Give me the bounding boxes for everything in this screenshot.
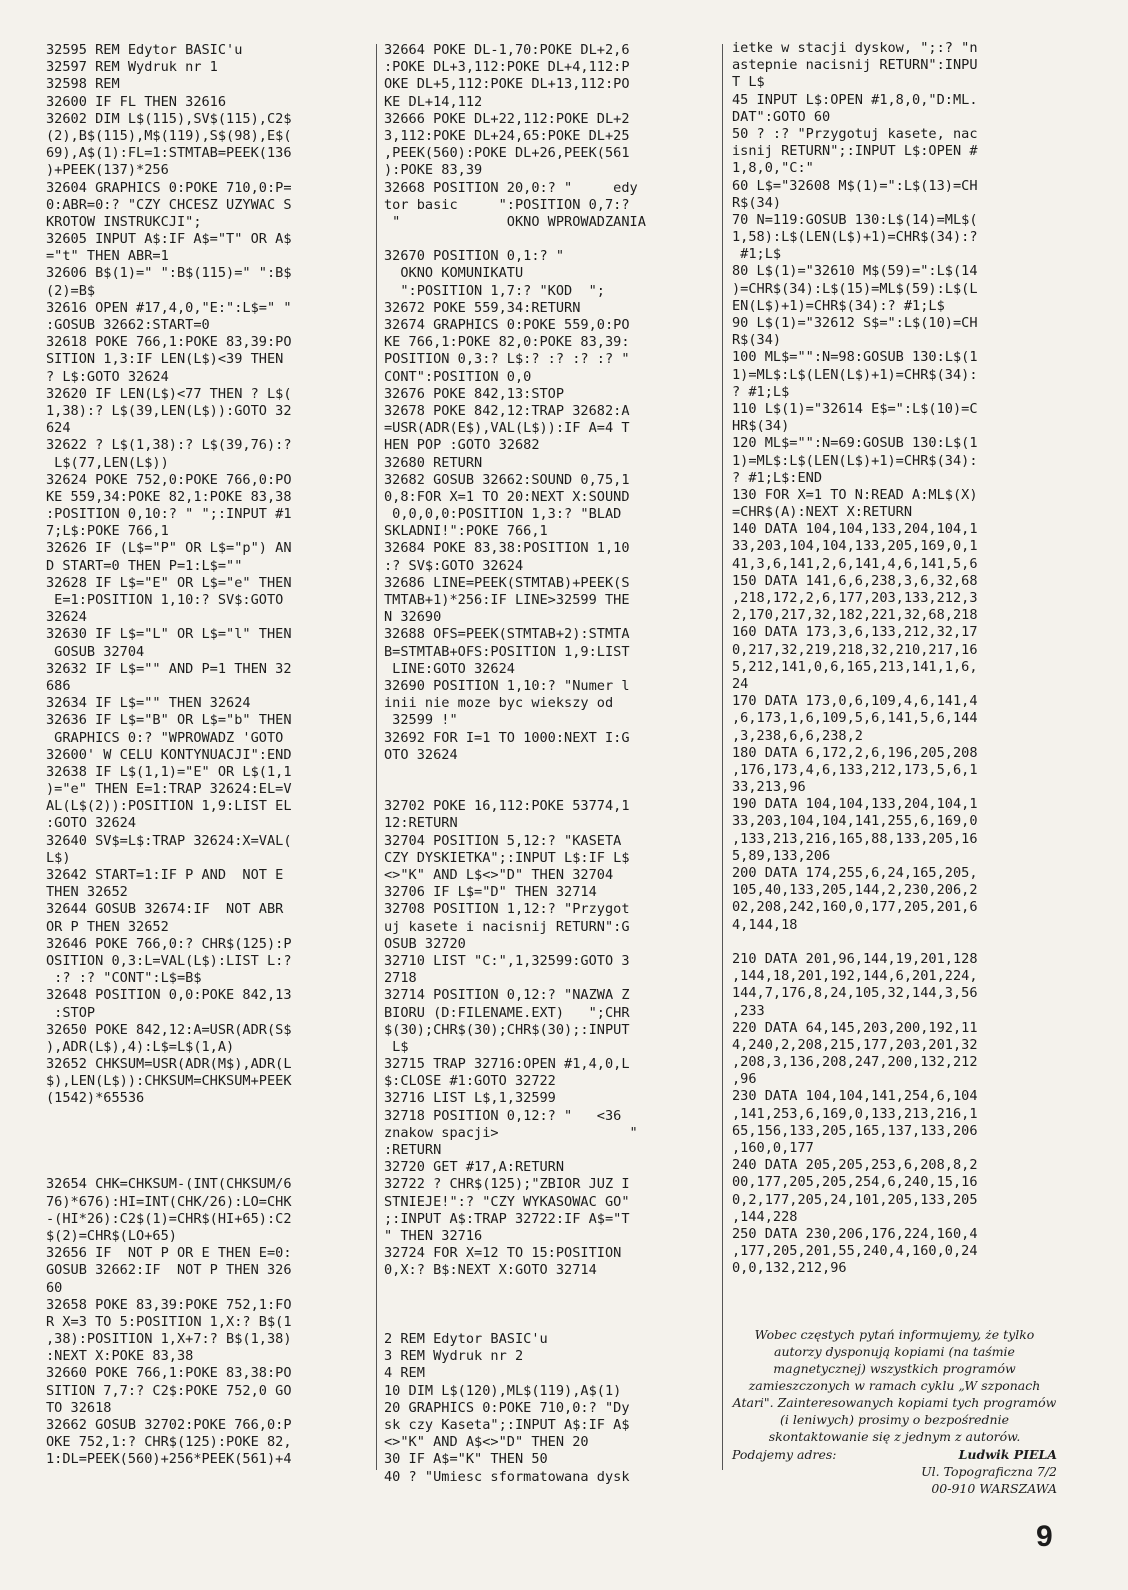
code-line: B=STMTAB+OFS:POSITION 1,9:LIST bbox=[384, 643, 630, 660]
code-line: 12:RETURN bbox=[384, 815, 458, 832]
code-line: N 32690 bbox=[384, 609, 442, 626]
code-line: znakow spacji> " bbox=[384, 1124, 638, 1141]
code-line: 32638 IF L$(1,1)="E" OR L$(1,1 bbox=[46, 763, 292, 780]
code-line: STNIEJE!":? "CZY WYKASOWAC GO" bbox=[384, 1193, 630, 1210]
code-line: SITION 1,3:IF LEN(L$)<39 THEN bbox=[46, 351, 284, 368]
code-line: 32604 GRAPHICS 0:POKE 710,0:P= bbox=[46, 179, 292, 196]
code-line: 32658 POKE 83,39:POKE 752,1:FO bbox=[46, 1296, 292, 1313]
code-line: inii nie moze byc wiekszy od bbox=[384, 695, 614, 712]
author-name: Ludwik PIELA bbox=[958, 1447, 1057, 1462]
code-line: 32654 CHK=CHKSUM-(INT(CHKSUM/6 bbox=[46, 1176, 292, 1193]
code-line: :RETURN bbox=[384, 1142, 442, 1158]
code-line: 32704 POSITION 5,12:? "KASETA bbox=[384, 832, 622, 849]
code-line: 220 DATA 64,145,203,200,192,11 bbox=[732, 1019, 978, 1036]
code-line: 32660 POKE 766,1:POKE 83,38:PO bbox=[46, 1365, 292, 1382]
code-line: 32686 LINE=PEEK(STMTAB)+PEEK(S bbox=[384, 574, 630, 591]
code-line: isnij RETURN";:INPUT L$:OPEN # bbox=[732, 143, 978, 160]
code-line: $),LEN(L$)):CHKSUM=CHKSUM+PEEK bbox=[46, 1073, 292, 1090]
code-line: 32597 REM Wydruk nr 1 bbox=[46, 59, 218, 76]
code-line: ? #1;L$:END bbox=[732, 469, 823, 486]
code-line: <>"K" AND A$<>"D" THEN 20 bbox=[384, 1434, 589, 1451]
code-line: 32624 POKE 752,0:POKE 766,0:PO bbox=[46, 471, 292, 488]
code-line: POSITION 0,3:? L$:? :? :? :? " bbox=[384, 351, 630, 368]
code-line: 33,213,96 bbox=[732, 779, 806, 796]
code-line: 110 L$(1)="32614 E$=":L$(10)=C bbox=[732, 400, 978, 417]
code-line: 32634 IF L$="" THEN 32624 bbox=[46, 695, 251, 712]
code-line: ,96 bbox=[732, 1071, 757, 1088]
code-line: -(HI*26):C2$(1)=CHR$(HI+65):C2 bbox=[46, 1210, 292, 1227]
code-line: HR$(34) bbox=[732, 418, 790, 435]
code-line: ,233 bbox=[732, 1002, 765, 1019]
code-line: ),ADR(L$),4):L$=L$(1,A) bbox=[46, 1038, 235, 1055]
code-line: OKNO KOMUNIKATU bbox=[384, 265, 524, 282]
code-line: 32598 REM bbox=[46, 76, 120, 93]
code-line: 69),A$(1):FL=1:STMTAB=PEEK(136 bbox=[46, 145, 292, 162]
code-line: $(2)=CHR$(LO+65) bbox=[46, 1227, 177, 1244]
code-line: EN(L$)+1)=CHR$(34):? #1;L$ bbox=[732, 297, 945, 314]
code-line: 32648 POSITION 0,0:POKE 842,13 bbox=[46, 987, 292, 1004]
address-street: Ul. Topograficzna 7/2 bbox=[921, 1464, 1057, 1479]
code-line: " OKNO WPROWADZANIA bbox=[384, 213, 646, 230]
code-line: R X=3 TO 5:POSITION 1,X:? B$(1 bbox=[46, 1313, 292, 1330]
code-line: 4 REM bbox=[384, 1365, 425, 1382]
code-line: 32668 POSITION 20,0:? " edy bbox=[384, 179, 638, 196]
code-line: ? #1;L$ bbox=[732, 383, 790, 400]
code-line: L$ bbox=[384, 1038, 409, 1055]
code-line: CZY DYSKIETKA";:INPUT L$:IF L$ bbox=[384, 849, 630, 866]
code-line: 32680 RETURN bbox=[384, 454, 483, 471]
code-line: TMTAB+1)*256:IF LINE>32599 THE bbox=[384, 592, 630, 608]
code-line: 5,212,141,0,6,165,213,141,1,6, bbox=[732, 658, 978, 675]
code-line: 0,0,0,0:POSITION 1,3:? "BLAD bbox=[384, 506, 622, 523]
code-line bbox=[384, 231, 714, 248]
code-line: 5,89,133,206 bbox=[732, 847, 831, 864]
code-line: ;:INPUT A$:TRAP 32722:IF A$="T bbox=[384, 1210, 630, 1227]
code-line: 1:DL=PEEK(560)+256*PEEK(561)+4 bbox=[46, 1451, 292, 1468]
code-line: 1,8,0,"C:" bbox=[732, 160, 814, 177]
code-line: (1542)*65536 bbox=[46, 1090, 145, 1107]
code-line: KE 559,34:POKE 82,1:POKE 83,38 bbox=[46, 488, 292, 505]
code-line: 65,156,133,205,165,137,133,206 bbox=[732, 1122, 978, 1139]
code-line: 2,170,217,32,182,221,32,68,218 bbox=[732, 607, 978, 624]
code-line: KE 766,1:POKE 82,0:POKE 83,39: bbox=[384, 334, 630, 351]
code-line: KE DL+14,112 bbox=[384, 93, 483, 110]
code-line: 0,0,132,212,96 bbox=[732, 1260, 847, 1277]
code-line: 32664 POKE DL-1,70:POKE DL+2,6 bbox=[384, 42, 630, 58]
code-line: TO 32618 bbox=[46, 1399, 112, 1416]
code-line: ,218,172,2,6,177,203,133,212,3 bbox=[732, 590, 978, 606]
code-line: :POKE DL+3,112:POKE DL+4,112:P bbox=[384, 59, 630, 76]
code-line: ,176,173,4,6,133,212,173,5,6,1 bbox=[732, 761, 978, 778]
code-line: 32684 POKE 83,38:POSITION 1,10 bbox=[384, 540, 630, 557]
code-line: :GOTO 32624 bbox=[46, 815, 137, 832]
code-line: ,133,213,216,165,88,133,205,16 bbox=[732, 830, 978, 847]
code-line: 120 ML$="":N=69:GOSUB 130:L$(1 bbox=[732, 435, 978, 452]
code-line: 32630 IF L$="L" OR L$="l" THEN bbox=[46, 626, 292, 643]
code-line: 32595 REM Edytor BASIC'u bbox=[46, 42, 243, 58]
code-line: 32688 OFS=PEEK(STMTAB+2):STMTA bbox=[384, 626, 630, 643]
code-line: GRAPHICS 0:? "WPROWADZ 'GOTO bbox=[46, 729, 284, 746]
code-line: 32656 IF NOT P OR E THEN E=0: bbox=[46, 1245, 292, 1262]
code-line: <>"K" AND L$<>"D" THEN 32704 bbox=[384, 867, 614, 883]
code-line: ":POSITION 1,7:? "KOD "; bbox=[384, 282, 605, 299]
code-line: SKLADNI!":POKE 766,1 bbox=[384, 523, 548, 540]
code-line: :GOSUB 32662:START=0 bbox=[46, 317, 210, 333]
code-line: ,177,205,201,55,240,4,160,0,24 bbox=[732, 1243, 978, 1260]
code-line: 4,240,2,208,215,177,203,201,32 bbox=[732, 1036, 978, 1053]
code-line: =CHR$(A):NEXT X:RETURN bbox=[732, 504, 913, 521]
column-divider bbox=[376, 44, 377, 1470]
code-line: 50 ? :? "Przygotuj kasete, nac bbox=[732, 125, 978, 142]
code-line: uj kasete i nacisnij RETURN":G bbox=[384, 918, 630, 935]
code-line: 210 DATA 201,96,144,19,201,128 bbox=[732, 950, 978, 967]
code-line: 32622 ? L$(1,38):? L$(39,76):? bbox=[46, 437, 292, 454]
code-line: THEN 32652 bbox=[46, 884, 128, 901]
code-line: 32640 SV$=L$:TRAP 32624:X=VAL( bbox=[46, 832, 292, 849]
code-line: 32690 POSITION 1,10:? "Numer l bbox=[384, 677, 630, 694]
code-line: L$(77,LEN(L$)) bbox=[46, 454, 169, 471]
code-line: BIORU (D:FILENAME.EXT) ";CHR bbox=[384, 1004, 630, 1021]
code-line: GOSUB 32662:IF NOT P THEN 326 bbox=[46, 1262, 292, 1279]
code-line: 41,3,6,141,2,6,141,4,6,141,5,6 bbox=[732, 555, 978, 572]
code-line: 20 GRAPHICS 0:POKE 710,0:? "Dy bbox=[384, 1399, 630, 1416]
code-line: )=CHR$(34):L$(15)=ML$(59):L$(L bbox=[732, 280, 978, 297]
code-line: ,208,3,136,208,247,200,132,212 bbox=[732, 1054, 978, 1071]
column-divider bbox=[722, 44, 723, 1470]
code-line: astepnie nacisnij RETURN":INPU bbox=[732, 57, 978, 74]
address-city: 00-910 WARSZAWA bbox=[931, 1481, 1057, 1496]
code-line: ? L$:GOTO 32624 bbox=[46, 368, 169, 385]
code-line: 32644 GOSUB 32674:IF NOT ABR bbox=[46, 901, 284, 918]
code-line: :? SV$:GOTO 32624 bbox=[384, 557, 524, 574]
code-line: 02,208,242,160,0,177,205,201,6 bbox=[732, 899, 978, 916]
code-line: 32650 POKE 842,12:A=USR(ADR(S$ bbox=[46, 1021, 292, 1038]
code-line: DAT":GOTO 60 bbox=[732, 108, 831, 125]
code-line: 32626 IF (L$="P" OR L$="p") AN bbox=[46, 540, 292, 557]
code-line: 2718 bbox=[384, 970, 417, 987]
code-line: 624 bbox=[46, 420, 71, 437]
code-line: ,PEEK(560):POKE DL+26,PEEK(561 bbox=[384, 145, 630, 162]
code-line: 32714 POSITION 0,12:? "NAZWA Z bbox=[384, 987, 630, 1004]
code-line: 32692 FOR I=1 TO 1000:NEXT I:G bbox=[384, 729, 630, 746]
code-line: GOSUB 32704 bbox=[46, 643, 145, 660]
code-line: 32624 bbox=[46, 609, 87, 626]
code-line: 60 L$="32608 M$(1)=":L$(13)=CH bbox=[732, 177, 978, 194]
code-line: 33,203,104,104,141,255,6,169,0 bbox=[732, 813, 978, 830]
code-line: ietke w stacji dyskow, ";:? "n bbox=[732, 40, 978, 56]
code-line: $(30);CHR$(30);CHR$(30);:INPUT bbox=[384, 1021, 630, 1038]
code-line: OKE 752,1:? CHR$(125):POKE 82, bbox=[46, 1434, 292, 1451]
code-line: 32652 CHKSUM=USR(ADR(M$),ADR(L bbox=[46, 1056, 292, 1073]
code-line: 32672 POKE 559,34:RETURN bbox=[384, 299, 581, 316]
code-line: R$(34) bbox=[732, 332, 782, 349]
code-line: $:CLOSE #1:GOTO 32722 bbox=[384, 1073, 556, 1090]
code-line: 0,2,177,205,24,101,205,133,205 bbox=[732, 1191, 978, 1208]
code-line: )+PEEK(137)*256 bbox=[46, 162, 169, 179]
code-line: 32618 POKE 766,1:POKE 83,39:PO bbox=[46, 334, 292, 351]
code-line: ,141,253,6,169,0,133,213,216,1 bbox=[732, 1105, 978, 1122]
code-line: 32706 IF L$="D" THEN 32714 bbox=[384, 884, 597, 901]
code-line: 180 DATA 6,172,2,6,196,205,208 bbox=[732, 744, 978, 761]
code-line: 32702 POKE 16,112:POKE 53774,1 bbox=[384, 798, 630, 815]
code-line: 200 DATA 174,255,6,24,165,205, bbox=[732, 865, 978, 881]
contact-address bbox=[732, 1446, 1057, 1497]
code-line: 33,203,104,104,133,205,169,0,1 bbox=[732, 538, 978, 555]
code-line: AL(L$(2)):POSITION 1,9:LIST EL bbox=[46, 798, 292, 815]
code-line: 32620 IF LEN(L$)<77 THEN ? L$( bbox=[46, 385, 292, 402]
code-line: 130 FOR X=1 TO N:READ A:ML$(X) bbox=[732, 486, 978, 503]
code-line: 32670 POSITION 0,1:? " bbox=[384, 248, 622, 265]
code-line: E=1:POSITION 1,10:? SV$:GOTO bbox=[46, 592, 284, 608]
code-line: 32646 POKE 766,0:? CHR$(125):P bbox=[46, 935, 292, 952]
code-line: 32678 POKE 842,12:TRAP 32682:A bbox=[384, 402, 630, 419]
code-line: 32676 POKE 842,13:STOP bbox=[384, 385, 565, 402]
code-line: 1)=ML$:L$(LEN(L$)+1)=CHR$(34): bbox=[732, 452, 978, 469]
code-line: OKE DL+5,112:POKE DL+13,112:PO bbox=[384, 76, 630, 93]
code-line: LINE:GOTO 32624 bbox=[384, 660, 515, 677]
code-line: 144,7,176,8,24,105,32,144,3,56 bbox=[732, 985, 978, 1002]
code-line bbox=[384, 1297, 714, 1314]
code-line bbox=[732, 934, 1077, 951]
code-line bbox=[384, 1314, 714, 1331]
code-line: 32666 POKE DL+22,112:POKE DL+2 bbox=[384, 110, 630, 127]
code-line: ,3,238,6,6,238,2 bbox=[732, 727, 863, 744]
page-number: 9 bbox=[1036, 1520, 1053, 1553]
code-line: 32724 FOR X=12 TO 15:POSITION bbox=[384, 1245, 622, 1262]
code-line: ,38):POSITION 1,X+7:? B$(1,38) bbox=[46, 1331, 292, 1348]
code-line: " THEN 32716 bbox=[384, 1227, 483, 1244]
code-line: :STOP bbox=[46, 1004, 96, 1021]
code-line: ="t" THEN ABR=1 bbox=[46, 248, 169, 265]
code-line: 240 DATA 205,205,253,6,208,8,2 bbox=[732, 1157, 978, 1174]
code-line: 160 DATA 173,3,6,133,212,32,17 bbox=[732, 624, 978, 641]
code-line: R$(34) bbox=[732, 194, 782, 211]
code-line: 0,X:? B$:NEXT X:GOTO 32714 bbox=[384, 1262, 597, 1279]
code-line: ,160,0,177 bbox=[732, 1140, 814, 1156]
code-line: 7;L$:POKE 766,1 bbox=[46, 523, 169, 540]
code-line: ,144,18,201,192,144,6,201,224, bbox=[732, 968, 978, 985]
code-line: 32722 ? CHR$(125);"ZBIOR JUZ I bbox=[384, 1176, 630, 1193]
code-line: 190 DATA 104,104,133,204,104,1 bbox=[732, 796, 978, 813]
code-line: 32632 IF L$="" AND P=1 THEN 32 bbox=[46, 660, 292, 677]
code-line: 0:ABR=0:? "CZY CHCESZ UZYWAC S bbox=[46, 196, 292, 213]
code-line: 32642 START=1:IF P AND NOT E bbox=[46, 867, 284, 883]
code-line: 32682 GOSUB 32662:SOUND 0,75,1 bbox=[384, 471, 630, 488]
code-line: 1,38):? L$(39,LEN(L$)):GOTO 32 bbox=[46, 402, 292, 419]
code-line: 32599 !" bbox=[384, 712, 458, 729]
code-line: 0,217,32,219,218,32,210,217,16 bbox=[732, 641, 978, 658]
code-line: 80 L$(1)="32610 M$(59)=":L$(14 bbox=[732, 263, 978, 280]
code-line: 32720 GET #17,A:RETURN bbox=[384, 1159, 565, 1176]
code-line: OSUB 32720 bbox=[384, 935, 466, 952]
code-line: 90 L$(1)="32612 S$=":L$(10)=CH bbox=[732, 315, 978, 331]
code-line: 10 DIM L$(120),ML$(119),A$(1) bbox=[384, 1382, 622, 1399]
code-line: 00,177,205,205,254,6,240,15,16 bbox=[732, 1174, 978, 1191]
code-line: 32718 POSITION 0,12:? " <36 bbox=[384, 1107, 622, 1124]
code-line: T L$ bbox=[732, 74, 765, 91]
info-note: Wobec częstych pytań informujemy, że tylko autorzy dysponują kopiami (na taśmie magnetycznej) wszystkich programów zamieszczonych w ramach cyklu „W szponach Atari". Zainteresowanych kopiami tych programów (i leniwych) prosimy o bezpośrednie skontaktowanie się z jednym z autorów. bbox=[732, 1327, 1057, 1444]
code-line: 24 bbox=[732, 675, 749, 692]
code-line bbox=[46, 1125, 366, 1142]
code-line: 100 ML$="":N=98:GOSUB 130:L$(1 bbox=[732, 349, 978, 366]
code-line: tor basic ":POSITION 0,7:? bbox=[384, 196, 630, 213]
code-line: 250 DATA 230,206,176,224,160,4 bbox=[732, 1225, 978, 1242]
code-line: 3 REM Wydruk nr 2 bbox=[384, 1348, 524, 1365]
code-line: ,144,228 bbox=[732, 1208, 798, 1225]
code-line: CONT":POSITION 0,0 bbox=[384, 368, 532, 385]
code-line: SITION 7,7:? C2$:POKE 752,0 GO bbox=[46, 1382, 292, 1399]
code-line: 32600 IF FL THEN 32616 bbox=[46, 93, 227, 110]
code-line: 32710 LIST "C:",1,32599:GOTO 3 bbox=[384, 952, 630, 969]
code-line: 32600' W CELU KONTYNUACJI":END bbox=[46, 746, 292, 763]
code-line: OR P THEN 32652 bbox=[46, 918, 169, 935]
code-line: 32606 B$(1)=" ":B$(115)=" ":B$ bbox=[46, 265, 292, 282]
listing-column-2 bbox=[384, 42, 714, 1486]
code-line: 0,8:FOR X=1 TO 20:NEXT X:SOUND bbox=[384, 488, 630, 505]
listing-column-3 bbox=[732, 40, 1077, 1278]
code-line: :NEXT X:POKE 83,38 bbox=[46, 1348, 194, 1365]
code-line: ,6,173,1,6,109,5,6,141,5,6,144 bbox=[732, 710, 978, 727]
code-line bbox=[384, 764, 714, 781]
code-line: 140 DATA 104,104,133,204,104,1 bbox=[732, 521, 978, 538]
code-line: 32628 IF L$="E" OR L$="e" THEN bbox=[46, 574, 292, 591]
code-line: L$) bbox=[46, 849, 71, 866]
code-line bbox=[46, 1159, 366, 1176]
code-line: 230 DATA 104,104,141,254,6,104 bbox=[732, 1088, 978, 1105]
code-line: 32602 DIM L$(115),SV$(115),C2$ bbox=[46, 110, 292, 127]
code-line: 686 bbox=[46, 677, 71, 694]
code-line: 2 REM Edytor BASIC'u bbox=[384, 1331, 548, 1348]
code-line: 32616 OPEN #17,4,0,"E:":L$=" " bbox=[46, 299, 292, 316]
code-line bbox=[46, 1142, 366, 1159]
code-line: HEN POP :GOTO 32682 bbox=[384, 437, 540, 454]
code-line: 4,144,18 bbox=[732, 916, 798, 933]
code-line: D START=0 THEN P=1:L$="" bbox=[46, 557, 243, 574]
code-line: =USR(ADR(E$),VAL(L$)):IF A=4 T bbox=[384, 420, 630, 437]
code-line: 32708 POSITION 1,12:? "Przygot bbox=[384, 901, 630, 918]
listing-column-1 bbox=[46, 42, 366, 1469]
code-line: OSITION 0,3:L=VAL(L$):LIST L:? bbox=[46, 952, 292, 969]
code-line: 1)=ML$:L$(LEN(L$)+1)=CHR$(34): bbox=[732, 366, 978, 383]
code-line: #1;L$ bbox=[732, 246, 782, 263]
code-line: 32636 IF L$="B" OR L$="b" THEN bbox=[46, 712, 292, 729]
code-line: (2),B$(115),M$(119),S$(98),E$( bbox=[46, 127, 292, 144]
code-line: :? :? "CONT":L$=B$ bbox=[46, 970, 202, 987]
code-line: 170 DATA 173,0,6,109,4,6,141,4 bbox=[732, 693, 978, 710]
code-line: (2)=B$ bbox=[46, 282, 96, 299]
code-line: ):POKE 83,39 bbox=[384, 162, 483, 179]
code-line bbox=[384, 781, 714, 798]
code-line: 32662 GOSUB 32702:POKE 766,0:P bbox=[46, 1417, 292, 1433]
code-line: 70 N=119:GOSUB 130:L$(14)=ML$( bbox=[732, 211, 978, 228]
code-line: 40 ? "Umiesc sformatowana dysk bbox=[384, 1468, 630, 1485]
code-line: sk czy Kaseta";:INPUT A$:IF A$ bbox=[384, 1417, 630, 1433]
code-line: 3,112:POKE DL+24,65:POKE DL+25 bbox=[384, 127, 630, 144]
code-line: KROTOW INSTRUKCJI"; bbox=[46, 213, 202, 230]
code-line: 45 INPUT L$:OPEN #1,8,0,"D:ML. bbox=[732, 91, 978, 108]
code-line: 32674 GRAPHICS 0:POKE 559,0:PO bbox=[384, 317, 630, 333]
code-line: 150 DATA 141,6,6,238,3,6,32,68 bbox=[732, 572, 978, 589]
code-line bbox=[384, 1280, 714, 1297]
code-line: 105,40,133,205,144,2,230,206,2 bbox=[732, 882, 978, 899]
code-line: )="e" THEN E=1:TRAP 32624:EL=V bbox=[46, 781, 292, 798]
code-line: 76)*676):HI=INT(CHK/26):LO=CHK bbox=[46, 1193, 292, 1210]
code-line: 32716 LIST L$,1,32599 bbox=[384, 1090, 556, 1107]
code-line: 32715 TRAP 32716:OPEN #1,4,0,L bbox=[384, 1056, 630, 1073]
code-line: OTO 32624 bbox=[384, 746, 458, 763]
code-line: 1,58):L$(LEN(L$)+1)=CHR$(34):? bbox=[732, 229, 978, 246]
code-line: :POSITION 0,10:? " ";:INPUT #1 bbox=[46, 506, 292, 523]
address-label: Podajemy adres: bbox=[732, 1447, 837, 1462]
code-line bbox=[46, 1108, 366, 1125]
code-line: 32605 INPUT A$:IF A$="T" OR A$ bbox=[46, 231, 292, 248]
code-line: 30 IF A$="K" THEN 50 bbox=[384, 1451, 548, 1468]
code-line: 60 bbox=[46, 1279, 63, 1296]
